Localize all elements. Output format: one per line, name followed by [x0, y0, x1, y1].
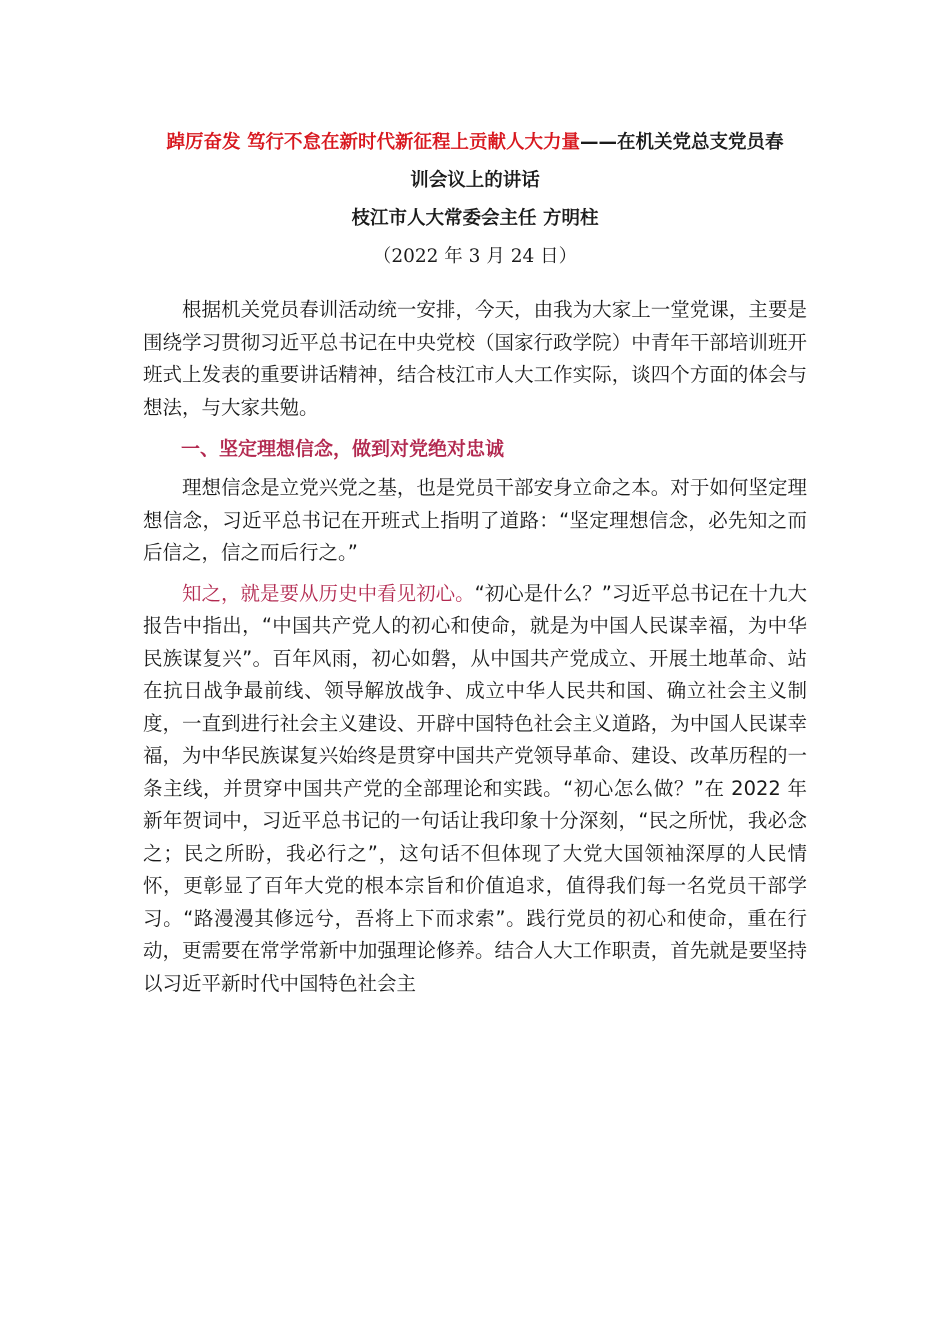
title-main-red: 踔厉奋发 笃行不怠在新时代新征程上贡献人大力量: [166, 132, 580, 153]
section-heading-1: 一、坚定理想信念，做到对党绝对忠诚: [181, 438, 505, 460]
document-body: [143, 124, 807, 1008]
title-subtitle-part2: 训会议上的讲话: [410, 170, 540, 191]
paragraph-body-text: “初心是什么？”习近平总书记在十九大报告中指出，“中国共产党人的初心和使命，就是为中国人民谋幸福，为中华民族谋复兴”。百年风雨，初心如磐，从中国共产党成立、开展土地革命、站在抗日战争最前线、领导解放战争、成立中华人民共和国、确立社会主义制度，一直到进行社会主义建设、开辟中国特色社会主义道路，为中国人民谋幸福，为中华民族谋复兴始终是贯穿中国共产党领导革命、建设、改革历程的一条主线，并贯穿中国共产党的全部理论和实践。“初心怎么做？”在 2022 年新年贺词中，习近平总书记的一句话让我印象十分深刻，“民之所忧，我必念之；民之所盼，我必行之”，这句话不但体现了大党大国领袖深厚的人民情怀，更彰显了百年大党的根本宗旨和价值追求，值得我们每一名党员干部学习。“路漫漫其修远兮，吾将上下而求索”。践行党员的初心和使命，重在行动，更需要在常学常新中加强理论修养。结合人大工作职责，首先就是要坚持以习近平新时代中国特色社会主: [143, 581, 807, 995]
title-subtitle-part1: ——在机关党总支党员春: [579, 132, 784, 153]
section1-paragraph-2: [143, 578, 807, 1001]
section1-paragraph-1: 理想信念是立党兴党之基，也是党员干部安身立命之本。对于如何坚定理想信念，习近平总书记在开班式上指明了道路：“坚定理想信念，必先知之而后信之，信之而后行之。”: [143, 476, 807, 564]
paragraph-lead-highlight: 知之，就是要从历史中看见初心。: [182, 581, 475, 605]
document-title: [143, 124, 807, 200]
intro-paragraph: 根据机关党员春训活动统一安排，今天，由我为大家上一堂党课，主要是围绕学习贯彻习近平总书记在中央党校（国家行政学院）中青年干部培训班开班式上发表的重要讲话精神，结合枝江市人大工作实际，谈四个方面的体会与想法，与大家共勉。: [143, 298, 807, 419]
document-author: 枝江市人大常委会主任 方明柱: [351, 208, 599, 229]
document-date: （2022 年 3 月 24 日）: [372, 246, 578, 267]
